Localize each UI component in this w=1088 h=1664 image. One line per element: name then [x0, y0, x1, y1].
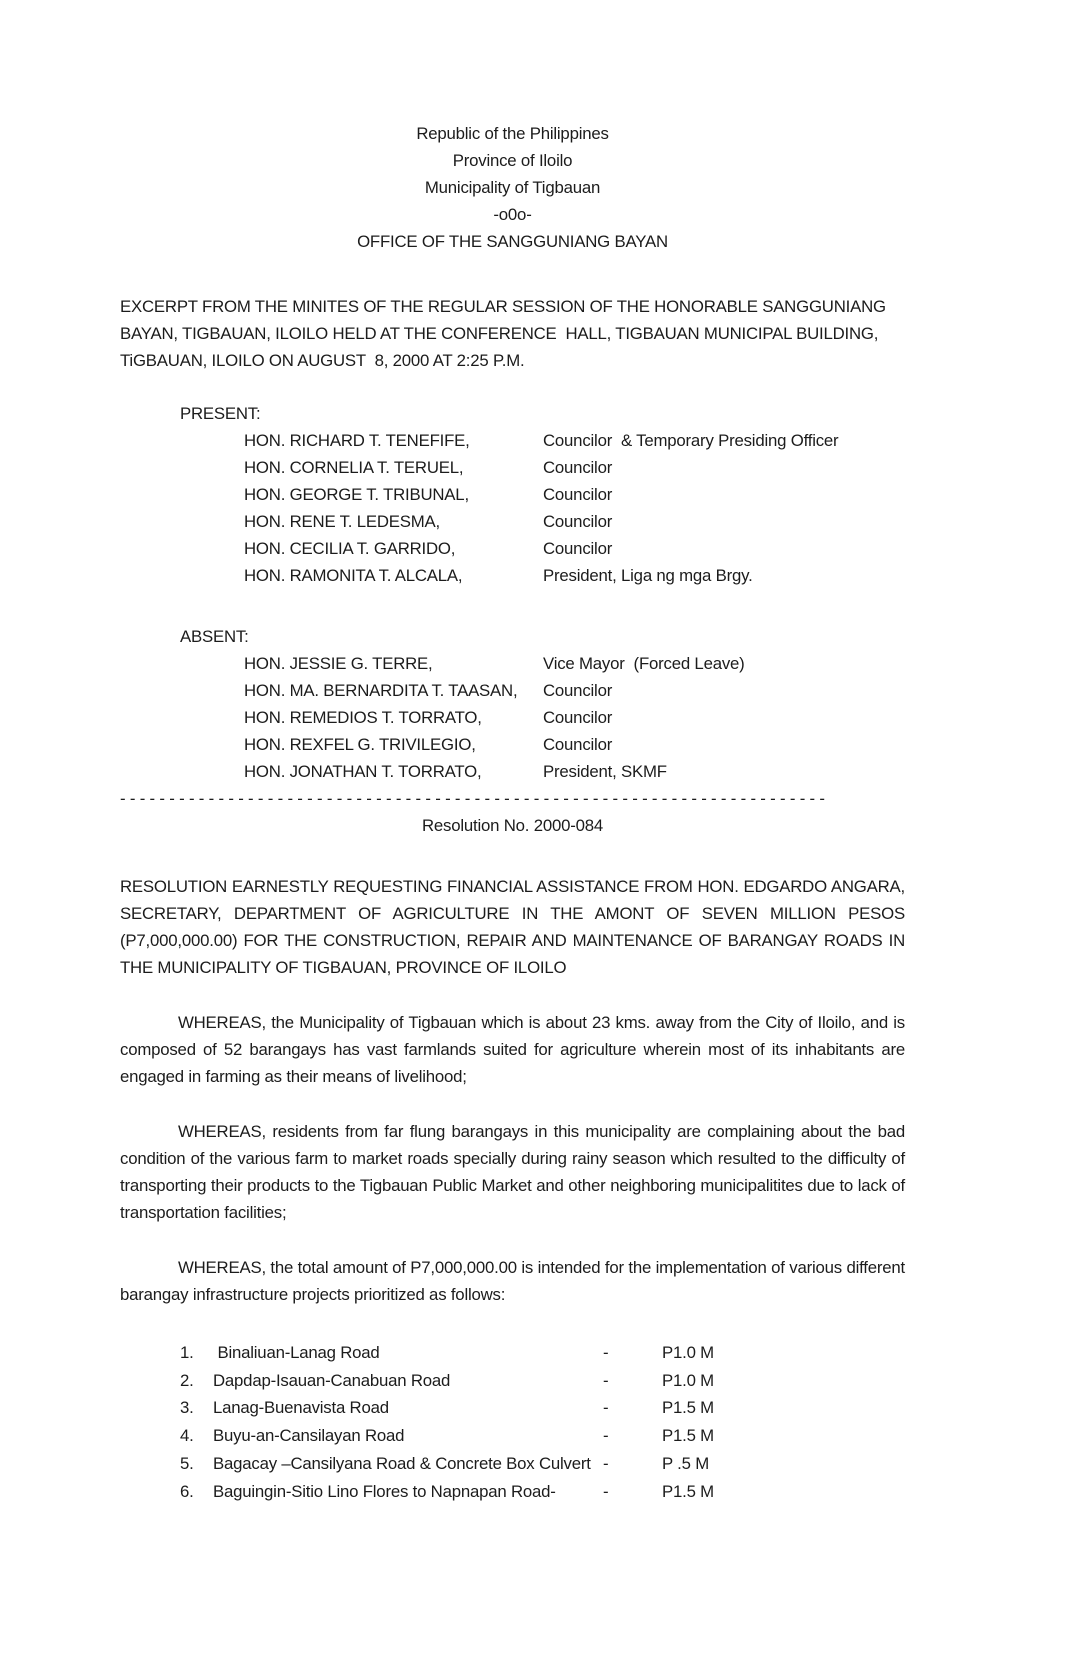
project-separator: -	[603, 1453, 609, 1473]
attendee-row	[120, 677, 905, 704]
attendee-row	[120, 454, 905, 481]
excerpt-paragraph: EXCERPT FROM THE MINITES OF THE REGULAR SESSION OF THE HONORABLE SANGGUNIANG BAYAN, TIGBAUAN, ILOILO HELD AT THE CONFERENCE HALL, TIGBAUAN MUNICIPAL BUILDING, TiGBAUAN, ILOILO ON AUGUST 8, 2000 AT 2:25 P.M.	[120, 297, 891, 370]
project-amount: P1.5 M	[662, 1398, 714, 1418]
project-row	[180, 1422, 905, 1450]
document-header	[120, 120, 905, 255]
project-row	[180, 1394, 905, 1422]
header-line-separator: -o0o-	[493, 205, 532, 224]
project-name: Dapdap-Isauan-Canabuan Road	[213, 1370, 451, 1390]
attendee-name: HON. CORNELIA T. TERUEL,	[244, 458, 464, 477]
project-row	[180, 1367, 905, 1395]
projects-list	[120, 1339, 905, 1505]
attendee-name: HON. GEORGE T. TRIBUNAL,	[244, 485, 469, 504]
project-number: 1.	[180, 1343, 194, 1362]
project-separator: -	[603, 1343, 609, 1362]
attendee-row	[120, 758, 905, 785]
project-separator: -	[603, 1481, 609, 1501]
project-number: 4.	[180, 1426, 194, 1446]
whereas-paragraph-2: WHEREAS, residents from far flung barangays in this municipality are complaining about the bad condition of the various farm to market roads specially during rainy season which resulted to the difficulty of transporting their products to the Tigbauan Public Market and other neighboring municipalitites due to lack of transportation facilities;	[120, 1122, 905, 1222]
project-amount: P1.5 M	[662, 1426, 714, 1446]
attendee-name: HON. JESSIE G. TERRE,	[244, 654, 433, 673]
project-amount: P1.5 M	[662, 1481, 714, 1501]
attendee-title: Councilor	[543, 512, 613, 531]
attendee-name: HON. RICHARD T. TENEFIFE,	[244, 431, 470, 450]
whereas-paragraph-3: WHEREAS, the total amount of P7,000,000.00 is intended for the implementation of various different barangay infrastructure projects prioritized as follows:	[120, 1258, 905, 1304]
attendee-name: HON. RENE T. LEDESMA,	[244, 512, 440, 531]
project-name: Buyu-an-Cansilayan Road	[213, 1426, 405, 1446]
attendee-title: Councilor	[543, 735, 613, 754]
resolution-number: Resolution No. 2000-084	[421, 816, 604, 835]
attendee-title: Councilor & Temporary Presiding Officer	[543, 431, 839, 450]
project-separator: -	[603, 1426, 609, 1446]
attendee-row	[120, 481, 905, 508]
attendee-name: HON. MA. BERNARDITA T. TAASAN,	[244, 681, 518, 700]
attendee-title: Vice Mayor (Forced Leave)	[543, 654, 745, 673]
whereas-paragraph-1: WHEREAS, the Municipality of Tigbauan which is about 23 kms. away from the City of Iloilo, and is composed of 52 barangays has vast farmlands suited for agriculture wherein most of its inhabitants are engaged in farming as their means of livelihood;	[120, 1013, 905, 1086]
attendee-name: HON. JONATHAN T. TORRATO,	[244, 762, 482, 781]
dashed-divider: - - - - - - - - - - - - - - - - - - - - - - - - - - - - - - - - - - - - - - - - - - - - - - - - - - - - - - - - - - - - - - - - - - - - - - - -	[120, 789, 825, 808]
attendee-name: HON. RAMONITA T. ALCALA,	[244, 566, 463, 585]
project-row	[180, 1478, 905, 1506]
attendee-row	[120, 562, 905, 589]
header-line-republic: Republic of the Philippines	[416, 124, 609, 143]
attendee-title: Councilor	[543, 539, 613, 558]
attendee-title: Councilor	[543, 681, 613, 700]
attendee-title: Councilor	[543, 708, 613, 727]
absent-section	[120, 623, 905, 785]
attendee-title: President, SKMF	[543, 762, 667, 781]
absent-label: ABSENT:	[180, 627, 249, 646]
present-section	[120, 400, 905, 589]
attendee-name: HON. REMEDIOS T. TORRATO,	[244, 708, 482, 727]
attendee-row	[120, 508, 905, 535]
project-amount: P .5 M	[662, 1453, 709, 1473]
attendee-title: President, Liga ng mga Brgy.	[543, 566, 753, 585]
attendee-title: Councilor	[543, 485, 613, 504]
project-number: 5.	[180, 1453, 194, 1473]
attendee-row	[120, 704, 905, 731]
attendee-name: HON. REXFEL G. TRIVILEGIO,	[244, 735, 476, 754]
project-separator: -	[603, 1370, 609, 1390]
attendee-row	[120, 427, 905, 454]
present-label: PRESENT:	[180, 404, 261, 423]
project-name: Binaliuan-Lanag Road	[213, 1343, 380, 1362]
attendee-row	[120, 650, 905, 677]
project-name: Lanag-Buenavista Road	[213, 1398, 389, 1418]
project-number: 2.	[180, 1370, 194, 1390]
project-amount: P1.0 M	[662, 1370, 714, 1390]
project-name: Bagacay –Cansilyana Road & Concrete Box Culvert	[213, 1453, 591, 1473]
project-row	[180, 1339, 905, 1367]
attendee-row	[120, 731, 905, 758]
project-separator: -	[603, 1398, 609, 1418]
attendee-name: HON. CECILIA T. GARRIDO,	[244, 539, 456, 558]
project-number: 6.	[180, 1481, 194, 1501]
project-amount: P1.0 M	[662, 1343, 714, 1362]
project-row	[180, 1450, 905, 1478]
header-line-municipality: Municipality of Tigbauan	[424, 178, 601, 197]
attendee-row	[120, 535, 905, 562]
attendee-title: Councilor	[543, 458, 613, 477]
header-line-office: OFFICE OF THE SANGGUNIANG BAYAN	[357, 232, 668, 251]
resolution-title: RESOLUTION EARNESTLY REQUESTING FINANCIAL ASSISTANCE FROM HON. EDGARDO ANGARA, SECRETARY, DEPARTMENT OF AGRICULTURE IN THE AMONT OF SEVEN MILLION PESOS (P7,000,000.00) FOR THE CONSTRUCTION, REPAIR AND MAINTENANCE OF BARANGAY ROADS IN THE MUNICIPALITY OF TIGBAUAN, PROVINCE OF ILOILO	[120, 877, 905, 977]
project-name: Baguingin-Sitio Lino Flores to Napnapan Road-	[213, 1481, 556, 1501]
project-number: 3.	[180, 1398, 194, 1418]
header-line-province: Province of Iloilo	[452, 151, 573, 170]
